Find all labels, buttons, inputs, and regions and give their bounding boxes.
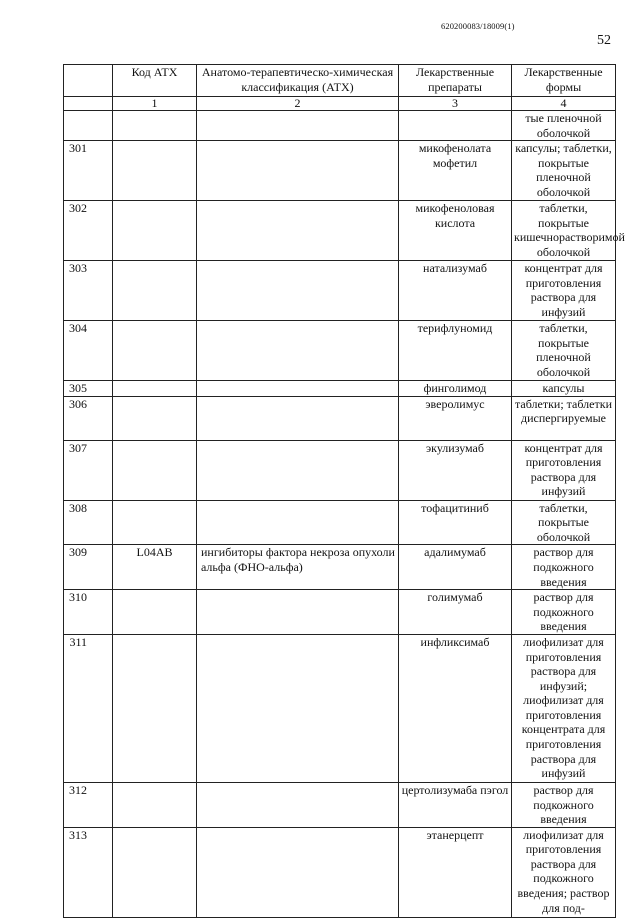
column-header-num <box>64 65 113 97</box>
row-number: 313 <box>64 827 113 917</box>
table-row <box>64 111 616 141</box>
column-number-row <box>64 97 616 111</box>
atc-code <box>113 111 197 141</box>
row-number: 307 <box>64 440 113 500</box>
row-number: 304 <box>64 321 113 380</box>
column-header-form: Лекарственные формы <box>512 65 616 97</box>
column-number: 2 <box>197 97 399 111</box>
atc-classification <box>197 500 399 545</box>
atc-code <box>113 141 197 201</box>
atc-code <box>113 827 197 917</box>
drug-name: экулизумаб <box>399 440 512 500</box>
atc-classification <box>197 440 399 500</box>
dosage-form: таблетки, покрытые пленочной оболочкой <box>512 321 616 380</box>
drug-name: инфликсимаб <box>399 634 512 782</box>
dosage-form: раствор для подкожного введения <box>512 590 616 635</box>
page-number: 52 <box>597 33 611 48</box>
dosage-form: лиофилизат для приготовления раствора для подкожного введения; раствор для под- <box>512 827 616 917</box>
table-row <box>64 141 616 201</box>
atc-code <box>113 440 197 500</box>
atc-classification <box>197 827 399 917</box>
atc-classification <box>197 261 399 321</box>
table-row <box>64 782 616 827</box>
dosage-form: лиофилизат для приготовления раствора для инфузий; лиофилизат для приготовления концентрата для приготовления раствора для инфузий <box>512 634 616 782</box>
column-number: 1 <box>113 97 197 111</box>
drug-name: эверолимус <box>399 396 512 440</box>
drug-name <box>399 111 512 141</box>
atc-classification <box>197 634 399 782</box>
atc-code <box>113 634 197 782</box>
document-number: 620200083/18009(1) <box>441 21 515 31</box>
dosage-form: тые пленочной оболочкой <box>512 111 616 141</box>
table-row <box>64 396 616 440</box>
drug-name: микофеноловая кислота <box>399 201 512 261</box>
row-number: 311 <box>64 634 113 782</box>
column-number: 3 <box>399 97 512 111</box>
atc-code <box>113 396 197 440</box>
row-number: 309 <box>64 545 113 590</box>
dosage-form: концентрат для приготовления раствора для инфузий <box>512 261 616 321</box>
row-number: 306 <box>64 396 113 440</box>
row-number: 308 <box>64 500 113 545</box>
row-number: 302 <box>64 201 113 261</box>
atc-classification <box>197 380 399 396</box>
drug-name: цертолизумаба пэгол <box>399 782 512 827</box>
atc-code <box>113 261 197 321</box>
atc-classification <box>197 590 399 635</box>
table-row <box>64 545 616 590</box>
dosage-form: капсулы <box>512 380 616 396</box>
column-header-code: Код АТХ <box>113 65 197 97</box>
drug-name: натализумаб <box>399 261 512 321</box>
table-row <box>64 380 616 396</box>
row-number: 301 <box>64 141 113 201</box>
atc-code <box>113 201 197 261</box>
atc-classification: ингибиторы фактора некроза опухоли альфа (ФНО-альфа) <box>197 545 399 590</box>
column-header-classification: Анатомо-терапевтическо-химическая классификация (АТХ) <box>197 65 399 97</box>
atc-code <box>113 321 197 380</box>
atc-classification <box>197 321 399 380</box>
row-number: 303 <box>64 261 113 321</box>
row-number: 305 <box>64 380 113 396</box>
drug-name: микофенолата мофетил <box>399 141 512 201</box>
atc-code <box>113 380 197 396</box>
column-header-drug: Лекарственные препараты <box>399 65 512 97</box>
dosage-form: таблетки, покрытые кишечнорастворимой оболочкой <box>512 201 616 261</box>
dosage-form: таблетки, покрытые оболочкой <box>512 500 616 545</box>
drug-name: финголимод <box>399 380 512 396</box>
table-row <box>64 500 616 545</box>
row-number: 312 <box>64 782 113 827</box>
table-row <box>64 634 616 782</box>
atc-classification <box>197 111 399 141</box>
drug-name: терифлуномид <box>399 321 512 380</box>
atc-code: L04AB <box>113 545 197 590</box>
atc-classification <box>197 141 399 201</box>
table-row <box>64 827 616 917</box>
atc-classification <box>197 782 399 827</box>
atc-classification <box>197 201 399 261</box>
table-header-row <box>64 65 616 97</box>
table-row <box>64 201 616 261</box>
dosage-form: капсулы; таблетки, покрытые пленочной оболочкой <box>512 141 616 201</box>
row-number <box>64 111 113 141</box>
atc-code <box>113 782 197 827</box>
dosage-form: таблетки; таблетки диспергируемые <box>512 396 616 440</box>
row-number: 310 <box>64 590 113 635</box>
atc-code <box>113 500 197 545</box>
drug-name: голимумаб <box>399 590 512 635</box>
column-number <box>64 97 113 111</box>
dosage-form: раствор для подкожного введения <box>512 782 616 827</box>
dosage-form: раствор для подкожного введения <box>512 545 616 590</box>
drug-name: этанерцепт <box>399 827 512 917</box>
table-row <box>64 440 616 500</box>
drug-name: адалимумаб <box>399 545 512 590</box>
atc-classification <box>197 396 399 440</box>
dosage-form: концентрат для приготовления раствора для инфузий <box>512 440 616 500</box>
medication-table <box>63 64 625 918</box>
table-row <box>64 321 616 380</box>
table-row <box>64 590 616 635</box>
column-number: 4 <box>512 97 616 111</box>
table-row <box>64 261 616 321</box>
atc-code <box>113 590 197 635</box>
drug-name: тофацитиниб <box>399 500 512 545</box>
